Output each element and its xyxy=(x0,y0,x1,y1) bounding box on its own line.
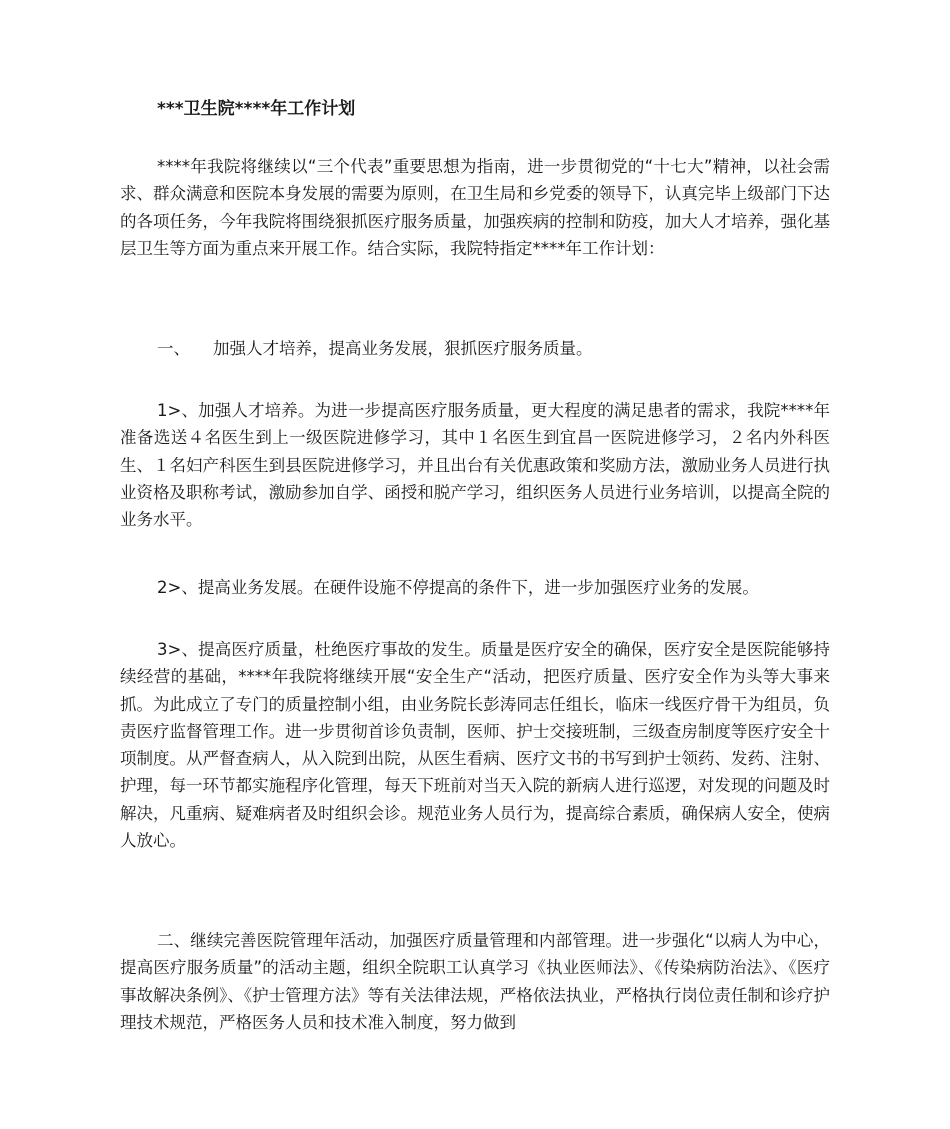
item-2-paragraph: 2>、提高业务发展。在硬件设施不停提高的条件下，进一步加强医疗业务的发展。 xyxy=(157,578,759,597)
section-one-number: 一、 xyxy=(157,339,190,358)
item-1-paragraph: 1>、加强人才培养。为进一步提高医疗服务质量，更大程度的满足患者的需求，我院****年准备选送４名医生到上一级医院进修学习，其中１名医生到宜昌一医院进修学习，２名内外科医生、１名妇产科医生到县医院进修学习，并且出台有关优惠政策和奖励方法，激励业务人员进行执业资格及职称考试，激励参加自学、函授和脱产学习，组织医务人员进行业务培训，以提高全院的业务水平。 xyxy=(120,401,830,530)
section-one-title: 加强人才培养，提高业务发展，狠抓医疗服务质量。 xyxy=(213,339,593,358)
section-two-paragraph: 二、继续完善医院管理年活动，加强医疗质量管理和内部管理。进一步强化“以病人为中心，提高医疗服务质量”的活动主题，组织全院职工认真学习《执业医师法》、《传染病防治法》、《医疗事故解决条例》、《护士管理方法》等有关法律法规，严格依法执业，严格执行岗位责任制和诊疗护理技术规范，严格医务人员和技术准入制度，努力做到 xyxy=(120,931,830,1032)
item-3-paragraph: 3>、提高医疗质量，杜绝医疗事故的发生。质量是医疗安全的确保，医疗安全是医院能够持续经营的基础，****年我院将继续开展“安全生产“活动，把医疗质量、医疗安全作为头等大事来抓。为此成立了专门的质量控制小组，由业务院长彭涛同志任组长，临床一线医疗骨干为组员，负责医疗监督管理工作。进一步贯彻首诊负责制，医师、护士交接班制，三级查房制度等医疗安全十项制度。从严督查病人，从入院到出院，从医生看病、医疗文书的书写到护士领药、发药、注射、护理，每一环节都实施程序化管理，每天下班前对当天入院的新病人进行巡逻，对发现的问题及时解决，凡重病、疑难病者及时组织会诊。规范业务人员行为，提高综合素质，确保病人安全，使病人放心。 xyxy=(120,640,830,851)
section-one-heading xyxy=(120,335,830,362)
intro-paragraph: ****年我院将继续以“三个代表”重要思想为指南，进一步贯彻党的“十七大”精神，以社会需求、群众满意和医院本身发展的需要为原则，在卫生局和乡党委的领导下，认真完毕上级部门下达的各项任务，今年我院将围绕狠抓医疗服务质量，加强疾病的控制和防疫，加大人才培养，强化基层卫生等方面为重点来开展工作。结合实际，我院特指定****年工作计划： xyxy=(120,157,830,258)
document-title: ***卫生院****年工作计划 xyxy=(157,99,356,119)
